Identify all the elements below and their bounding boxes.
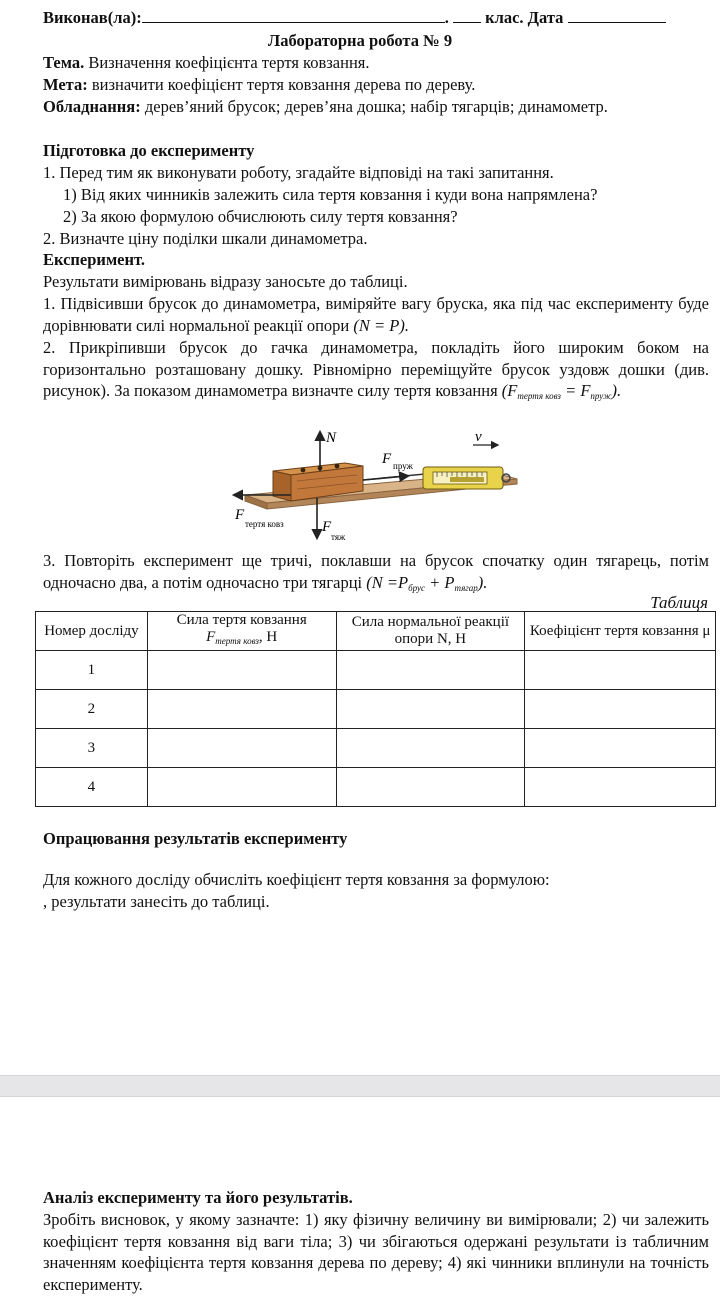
step-2-formula [502,381,621,400]
spring-force-arrow [363,476,407,480]
friction-force-label: F [235,507,245,523]
header-coefficient: Коефіцієнт тертя ковзання μ [525,612,716,651]
topic-line [43,52,709,74]
step-3-text: 3. Повторіть експеримент ще тричі, поклавши на брусок спочатку один тягарець, потім одночасно два, а потім одночасно три тягарці [43,551,709,592]
formula-part: + P [425,572,455,592]
step-1-text: 1. Підвісивши брусок до динамометра, виміряйте вагу бруска, яка під час експерименту буде дорівнювати силі нормальної реакції опори [43,294,709,335]
header-friction-subscript: тертя ковз [215,636,259,646]
processing-heading: Опрацювання результатів експерименту [43,829,348,848]
coefficient-cell[interactable] [525,651,716,690]
trial-number-cell: 1 [36,651,148,690]
trial-number-cell: 3 [36,729,148,768]
header-friction-text: Сила тертя ковзання [176,612,307,628]
coefficient-cell[interactable] [525,768,716,807]
topic-label: Тема. [43,53,85,72]
table-caption: Таблиця [650,593,708,612]
table-header-row [36,612,716,651]
class-date-label: клас. Дата [485,8,564,27]
header-friction-unit: , Н [258,629,278,645]
header-line: Виконав(ла): . клас. Дата [43,7,709,29]
results-table [35,611,716,807]
processing-line-2: , результати занесіть до таблиці. [43,892,270,911]
table-row [36,651,716,690]
equipment-text: дерев’яний брусок; дерев’яна дошка; набір тягарців; динамометр. [144,97,608,116]
normal-force-cell[interactable] [336,729,525,768]
formula-subscript: тертя ковз [517,391,561,401]
analysis-text: Зробіть висновок, у якому зазначте: 1) яку фізичну величину ви вимірювали; 2) чи залежить коефіцієнт тертя ковзання від ваги тіла; 3) чи збігаються одержані результати із табличним значенням коефіцієнта тертя ковзання дерева по дереву; 4) які чинники вплинули на точність експерименту. [43,1210,709,1294]
table-row [36,768,716,807]
normal-force-cell[interactable] [336,651,525,690]
friction-force-cell[interactable] [147,768,336,807]
gravity-force-subscript: тяж [331,532,346,542]
experiment-step-1 [43,293,709,336]
formula-part: ). [477,572,488,592]
formula-subscript: пруж [590,391,612,401]
processing-line-1: Для кожного досліду обчисліть коефіцієнт тертя ковзання за формулою: [43,870,550,889]
friction-force-cell[interactable] [147,690,336,729]
formula-part: = F [560,381,591,400]
step-2-text: 2. Прикріпивши брусок до гачка динамометра, покладіть його широким боком на горизонтально розташовану дошку. Рівномірно переміщуйте брусок уздовж дошки (див. рисунок). За показом динамометра визначте силу тертя ковзання [43,338,709,400]
friction-force-cell[interactable] [147,651,336,690]
formula-part: (N =P [366,572,409,592]
normal-force-label: N [326,430,337,446]
preparation-question-1: 1) Від яких чинників залежить сила тертя ковзання і куди вона напрямлена? [63,185,598,204]
goal-label: Мета: [43,75,88,94]
topic-text: Визначення коефіцієнта тертя ковзання. [88,53,370,72]
table-row [36,690,716,729]
analysis-heading: Аналіз експерименту та його результатів. [43,1188,353,1207]
formula-part: (F [501,381,518,400]
header-trial-number: Номер досліду [36,612,148,651]
equipment-label: Обладнання: [43,97,141,116]
experiment-step-3 [43,550,709,599]
class-blank [453,8,481,23]
experiment-heading: Експеримент. [43,250,145,269]
preparation-item-2: 2. Визначте ціну поділки шкали динамометра. [43,229,368,248]
formula-part: ). [611,381,622,400]
friction-force-subscript: тертя ковз [245,519,284,529]
formula-subscript: брус [408,582,425,593]
gravity-force-label: F [322,519,332,535]
page-title: Лабораторна робота № 9 [267,31,453,50]
preparation-question-2: 2) За якою формулою обчислюють силу тертя ковзання? [63,207,458,226]
preparation-heading: Підготовка до експерименту [43,141,255,160]
coefficient-cell[interactable] [525,690,716,729]
normal-force-cell[interactable] [336,768,525,807]
spring-force-label: F [382,451,392,467]
equipment-line [43,96,709,118]
velocity-label: v [475,429,482,445]
friction-force-cell[interactable] [147,729,336,768]
coefficient-cell[interactable] [525,729,716,768]
experiment-step-2 [43,337,709,408]
date-blank [568,8,666,23]
experiment-figure [225,425,525,545]
formula-subscript: тягар [454,582,478,593]
name-blank [142,8,445,23]
preparation-item-1: 1. Перед тим як виконувати роботу, згадайте відповіді на такі запитання. [43,163,554,182]
step-1-formula: (N = P). [353,315,409,335]
header-normal-force: Сила нормальної реакції опори N, Н [336,612,525,651]
goal-text: визначити коефіцієнт тертя ковзання дерева по дереву. [91,75,476,94]
header-friction-force [147,612,336,651]
goal-line [43,74,709,96]
header-friction-symbol: F [206,629,216,645]
normal-force-cell[interactable] [336,690,525,729]
spring-force-subscript: пруж [393,461,413,471]
experiment-intro: Результати вимірювань відразу заносьте до таблиці. [43,272,408,291]
table-row [36,729,716,768]
trial-number-cell: 4 [36,768,148,807]
page-separator [0,1075,720,1097]
step-3-formula [366,573,487,592]
trial-number-cell: 2 [36,690,148,729]
performed-by-label: Виконав(ла): [43,8,142,27]
dynamometer [423,467,510,489]
